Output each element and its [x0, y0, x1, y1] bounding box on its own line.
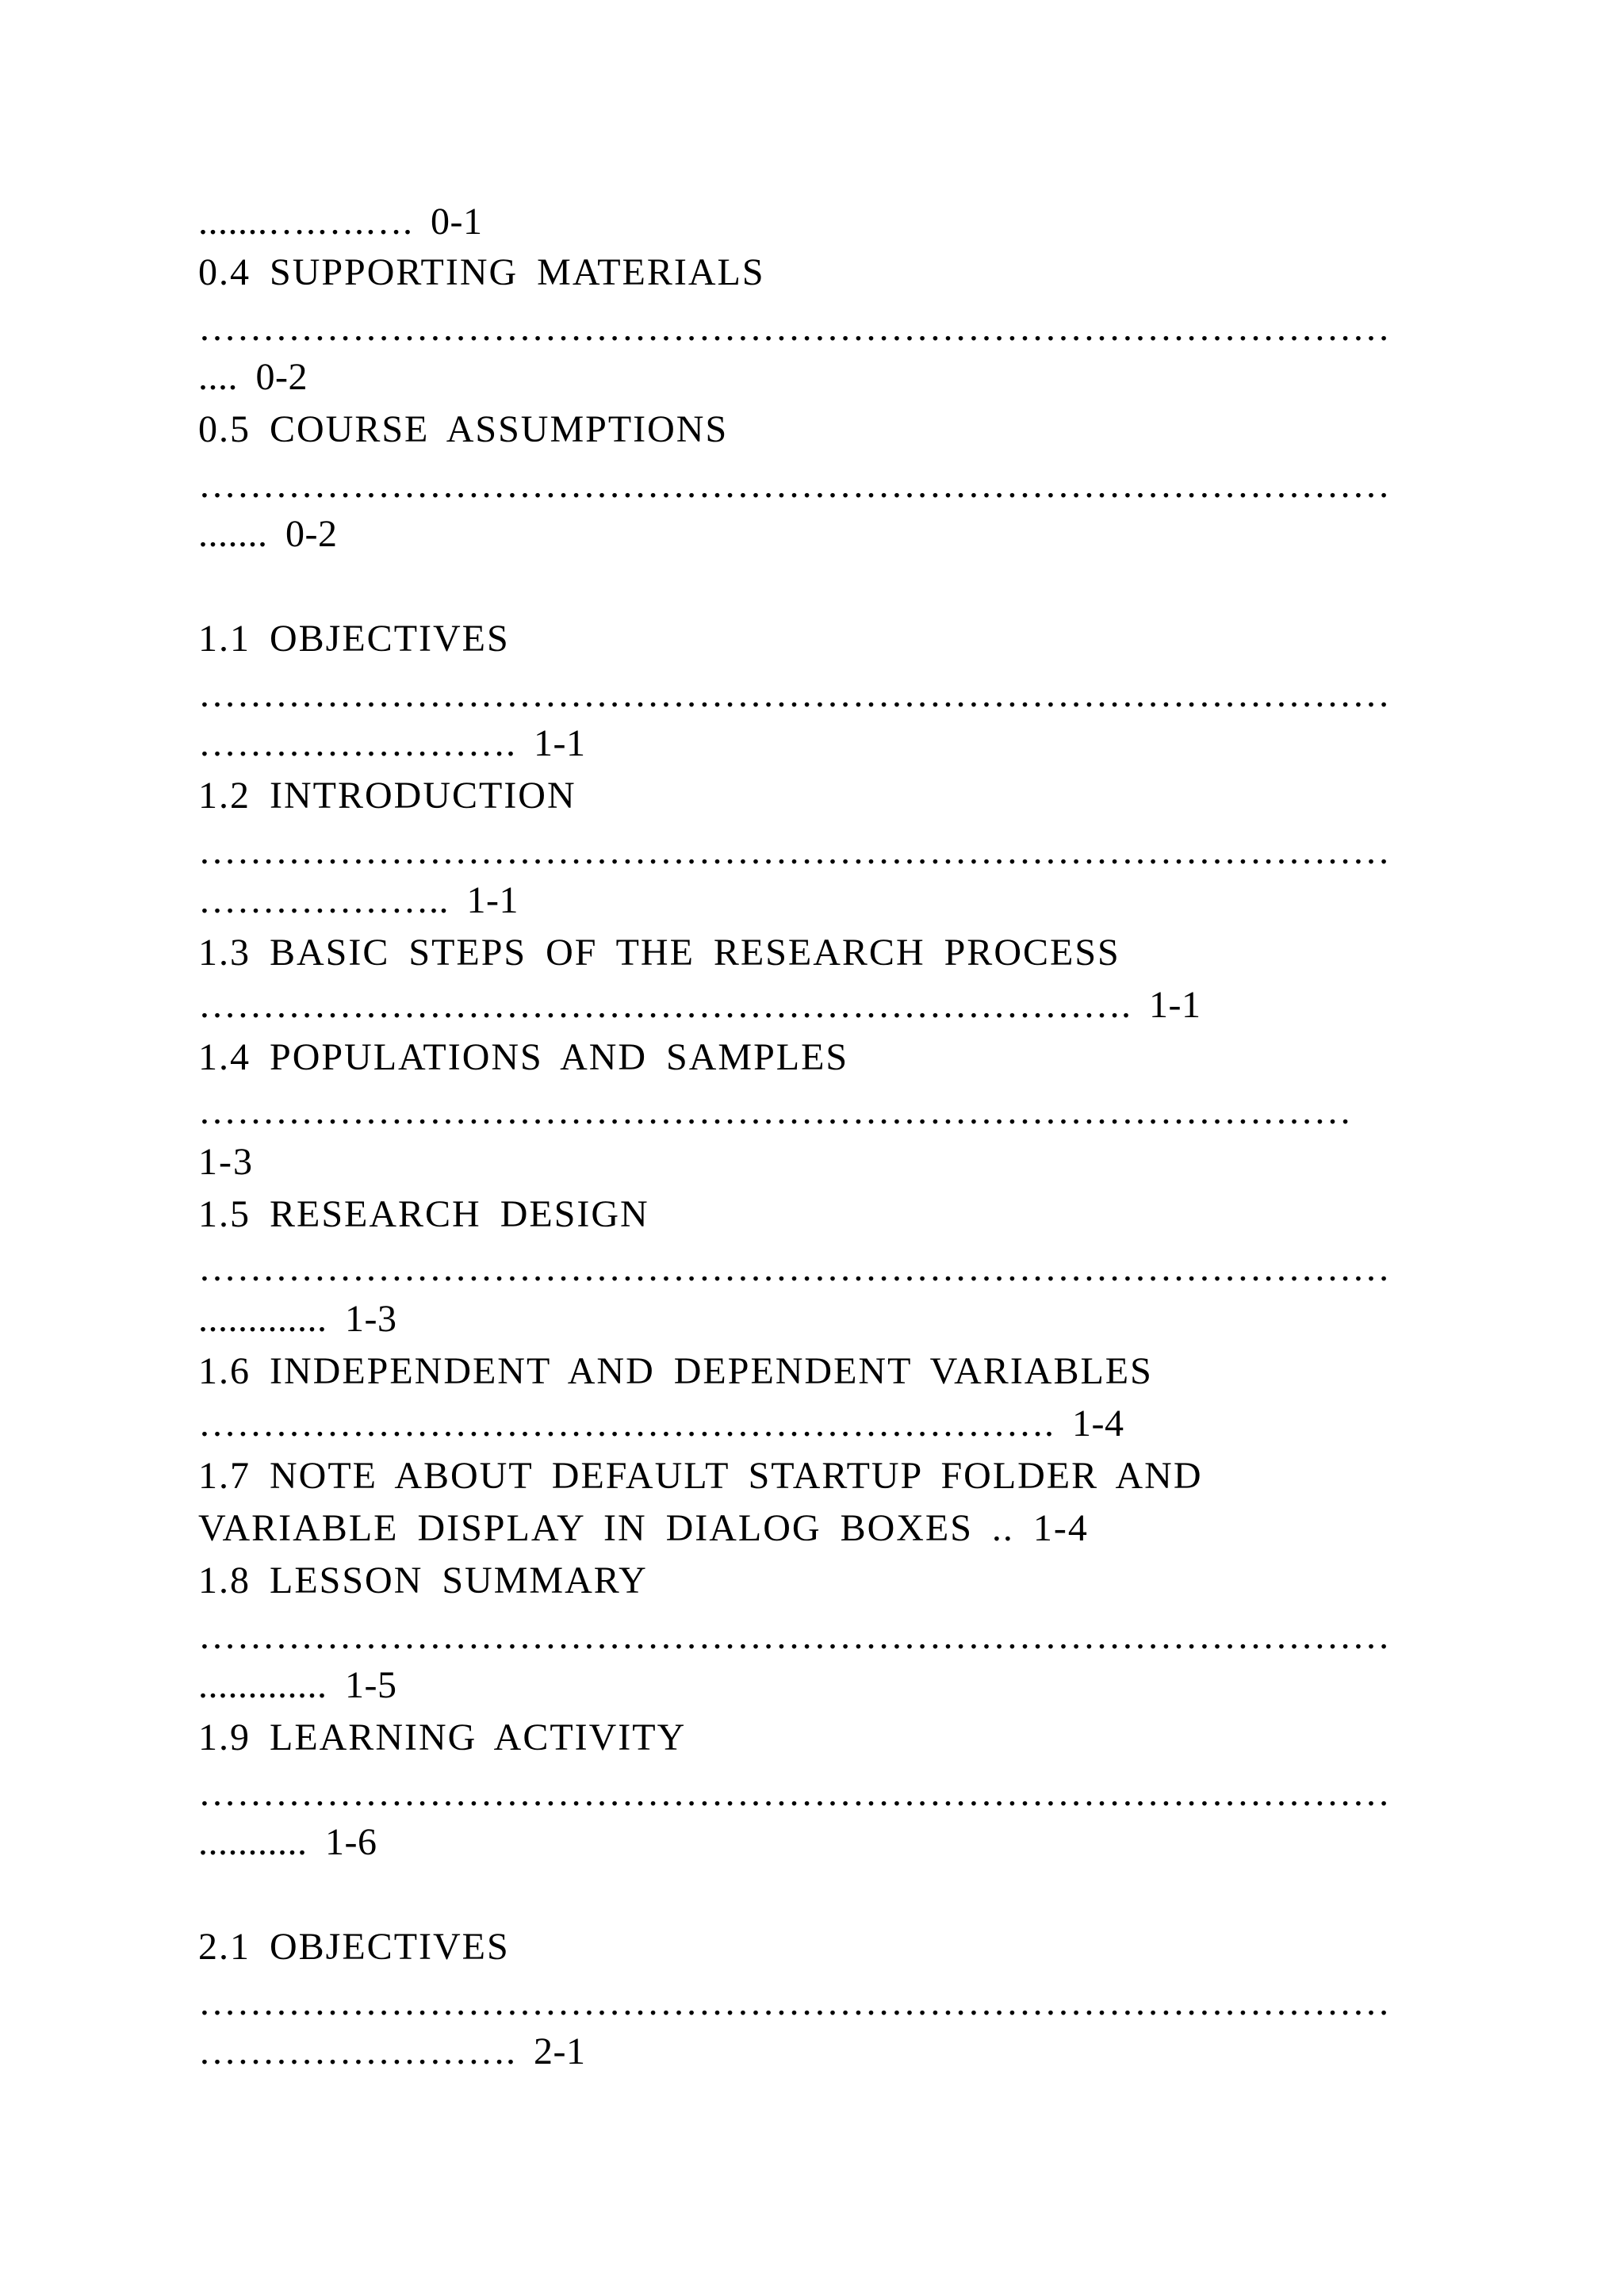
- toc-entry-0-4: 0.4 SUPPORTING MATERIALS: [198, 251, 765, 293]
- toc-leader-line: …………………………………………………………………………………: [198, 307, 1391, 349]
- toc-leader-line: …………………………………………………………………………………: [198, 830, 1391, 872]
- toc-leader-line: …………………………………………………………. 1-4: [198, 1402, 1124, 1445]
- toc-entry-1-1: 1.1 OBJECTIVES: [198, 618, 510, 660]
- toc-page-number: ........... 1-6: [198, 1821, 377, 1863]
- toc-leader-line: ………………………………………………………………. 1-1: [198, 984, 1201, 1026]
- toc-entry-1-9: 1.9 LEARNING ACTIVITY: [198, 1716, 687, 1758]
- toc-leader-line: .......….….…. 0-1: [198, 201, 483, 243]
- toc-page-number: ……………………. 2-1: [198, 2030, 586, 2072]
- toc-entry-1-4: 1.4 POPULATIONS AND SAMPLES: [198, 1036, 849, 1078]
- toc-entry-1-7: 1.7 NOTE ABOUT DEFAULT STARTUP FOLDER AND: [198, 1455, 1203, 1497]
- toc-leader-line: …………………………………………………………………………………: [198, 673, 1391, 715]
- toc-entry-1-8: 1.8 LESSON SUMMARY: [198, 1559, 648, 1601]
- toc-leader-line: …………………………………………………………………………………: [198, 464, 1391, 506]
- toc-entry-1-7-continued: VARIABLE DISPLAY IN DIALOG BOXES .. 1-4: [198, 1507, 1089, 1549]
- toc-entry-2-1: 2.1 OBJECTIVES: [198, 1926, 510, 1968]
- toc-leader-line: …………………………………………………………………………………: [198, 1772, 1391, 1814]
- toc-entry-1-3: 1.3 BASIC STEPS OF THE RESEARCH PROCESS: [198, 932, 1120, 974]
- toc-page-number: ....... 0-2: [198, 513, 338, 555]
- toc-entry-1-6: 1.6 INDEPENDENT AND DEPENDENT VARIABLES: [198, 1350, 1153, 1392]
- toc-leader-line: …………………………………………………………………………………: [198, 1615, 1391, 1657]
- toc-page-number: ……………………. 1-1: [198, 722, 586, 764]
- toc-page-number: ……………….. 1-1: [198, 879, 519, 921]
- toc-leader-line: …………………………………………………………………………………: [198, 1247, 1391, 1289]
- toc-page-number: 1-3: [198, 1141, 254, 1183]
- toc-page-number: ............. 1-3: [198, 1298, 397, 1340]
- toc-leader-line: …………………………………………………………………………………: [198, 1981, 1391, 2023]
- toc-page-number: ............. 1-5: [198, 1664, 397, 1706]
- toc-page-number: .... 0-2: [198, 356, 308, 398]
- toc-entry-1-5: 1.5 RESEARCH DESIGN: [198, 1193, 649, 1235]
- toc-entry-1-2: 1.2 INTRODUCTION: [198, 775, 576, 817]
- toc-leader-line: ………………………………………………………………………………: [198, 1090, 1352, 1132]
- toc-entry-0-5: 0.5 COURSE ASSUMPTIONS: [198, 408, 729, 450]
